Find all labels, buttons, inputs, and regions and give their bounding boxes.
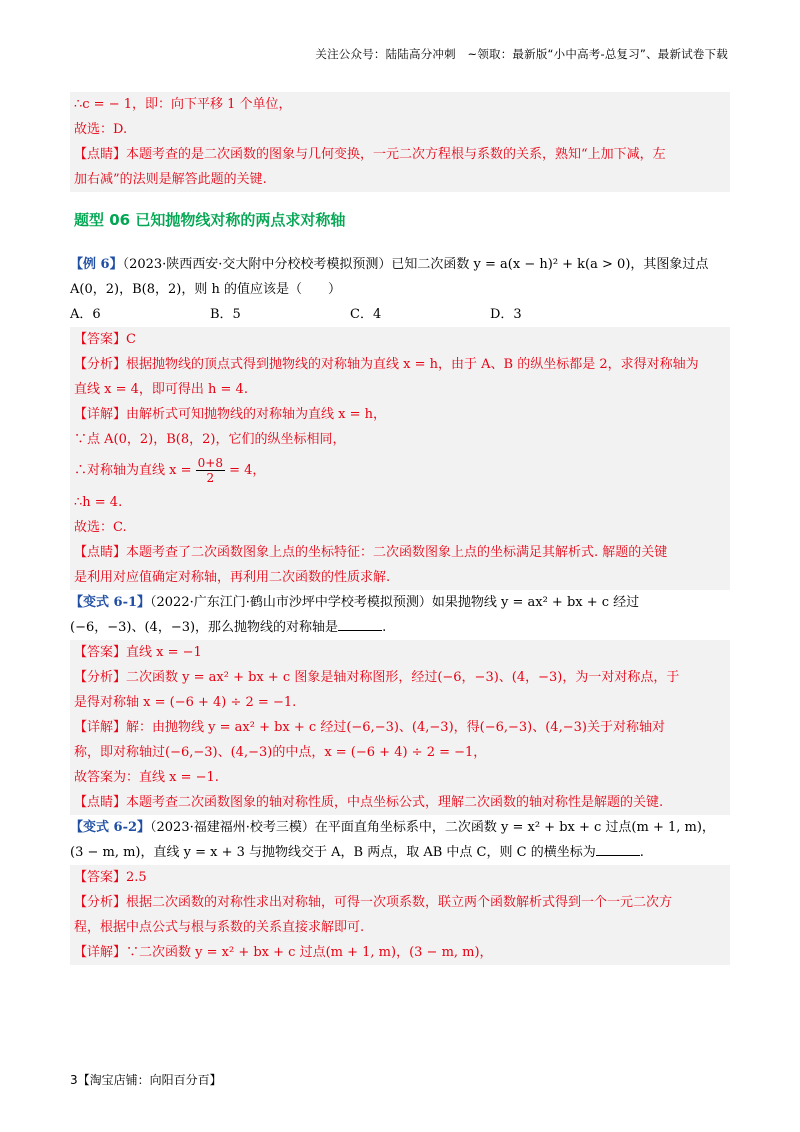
note-text: 本题考查的是二次函数的图象与几何变换，一元二次方程根与系数的关系，熟知“上加下减，左 (126, 147, 666, 162)
v62-analysis-2: 程，根据中点公式与根与系数的关系直接求解即可. (74, 920, 365, 935)
v62-text-1: （2023·福建福州·校考三模）在平面直角坐标系中，二次函数 y = x² + bx + c 过点(m + 1, m)， (150, 820, 715, 835)
v61-question-1 (70, 590, 730, 615)
option-a: A．6 (70, 307, 101, 322)
v62-text-2-end: . (639, 845, 644, 860)
ex6-detail-4: ∴h = 4. (74, 495, 123, 510)
v62-text-2: (3 − m, m)，直线 y = x + 3 与抛物线交于 A，B 两点，取 AB 中点 C，则 C 的横坐标为 (70, 845, 596, 860)
v62-answer (74, 865, 726, 890)
v61-note-1 (74, 790, 726, 815)
detail-text: ∵二次函数 y = x² + bx + c 过点(m + 1, m)，(3 − m, m)， (126, 945, 493, 960)
analysis-text: 根据二次函数的对称性求出对称轴，可得一次项系数，联立两个函数解析式得到一个一元二次方 (126, 895, 673, 910)
ex6-question-1 (70, 252, 730, 277)
ex6-detail-1 (74, 402, 726, 427)
v61-solution-block (70, 640, 730, 815)
option-b: B．5 (210, 307, 241, 322)
note-tag: 【点睛】 (74, 545, 127, 560)
page-content (70, 92, 730, 965)
v61-answer (74, 640, 726, 665)
ex6-question-2: A(0，2)，B(8，2)，则 h 的值应该是（ ） (70, 282, 341, 297)
v61-detail-1 (74, 715, 726, 740)
analysis-text: 二次函数 y = ax² + bx + c 图象是轴对称图形，经过(−6，−3)、(4，−3)，为一对对称点，于 (126, 670, 680, 685)
ex6-detail-2: ∵点 A(0，2)，B(8，2)，它们的纵坐标相同， (74, 432, 346, 447)
section-title: 题型 06 已知抛物线对称的两点求对称轴 (74, 211, 346, 229)
analysis-tag: 【分析】 (74, 357, 127, 372)
ex6-text-1: （2023·陕西西安·交大附中分校校考模拟预测）已知二次函数 y = a(x − h)² + k(a > 0)，其图象过点 (122, 257, 709, 272)
detail-3-suffix: = 4， (229, 463, 266, 478)
ex6-options (70, 302, 730, 327)
ex6-tag: 【例 6】 (70, 257, 123, 272)
answer-text: 直线 x = −1 (126, 645, 202, 660)
prev-line-2: 故选：D. (74, 122, 128, 137)
v62-question-2 (70, 840, 730, 865)
note-text: 本题考查了二次函数图象上点的坐标特征：二次函数图象上点的坐标满足其解析式. 解题的关键 (126, 545, 668, 560)
v62-solution-block (70, 865, 730, 965)
ex6-detail-5: 故选：C. (74, 520, 127, 535)
detail-text: 解：由抛物线 y = ax² + bx + c 经过(−6,−3)、(4,−3)，得(−6,−3)、(4,−3)关于对称轴对 (126, 720, 665, 735)
answer-blank (596, 841, 640, 856)
page-header: 关注公众号：陆陆高分冲刺 ~领取：最新版“小中高考-总复习”、最新试卷下载 (315, 47, 728, 61)
fraction-numerator: 0+8 (197, 456, 223, 470)
option-d: D．3 (490, 307, 522, 322)
analysis-tag: 【分析】 (74, 895, 127, 910)
ex6-solution-block (70, 327, 730, 590)
v62-question-1 (70, 815, 730, 840)
analysis-text: 根据抛物线的顶点式得到抛物线的对称轴为直线 x = h，由于 A、B 的纵坐标都是 2，求得对称轴为 (126, 357, 699, 372)
v61-detail-2: 称，即对称轴过(−6,−3)、(4,−3)的中点，x = (−6 + 4) ÷ 2 = −1， (74, 745, 487, 760)
option-c: C．4 (350, 307, 382, 322)
v61-analysis-2: 是得对称轴 x = (−6 + 4) ÷ 2 = −1. (74, 695, 297, 710)
note-tag: 【点睛】 (74, 147, 127, 162)
detail-tag: 【详解】 (74, 407, 127, 422)
v62-tag: 【变式 6-2】 (70, 820, 151, 835)
analysis-tag: 【分析】 (74, 670, 127, 685)
prev-line-1: ∴c = − 1，即：向下平移 1 个单位， (74, 97, 292, 112)
note-tag: 【点睛】 (74, 795, 127, 810)
detail-tag: 【详解】 (74, 720, 127, 735)
answer-tag: 【答案】 (74, 645, 127, 660)
prev-solution-block (70, 92, 730, 192)
prev-note-2: 加右减”的法则是解答此题的关键. (74, 172, 267, 187)
answer-tag: 【答案】 (74, 870, 127, 885)
v61-text-1: （2022·广东江门·鹤山市沙坪中学校考模拟预测）如果抛物线 y = ax² + bx + c 经过 (150, 595, 640, 610)
detail-tag: 【详解】 (74, 945, 127, 960)
detail-3-prefix: ∴对称轴为直线 x = (74, 463, 192, 478)
v62-analysis-1 (74, 890, 726, 915)
ex6-analysis-1 (74, 352, 726, 377)
v61-text-2-end: . (382, 620, 387, 635)
note-text: 本题考查二次函数图象的轴对称性质，中点坐标公式，理解二次函数的轴对称性是解题的关键. (126, 795, 664, 810)
ex6-note-2: 是利用对应值确定对称轴，再利用二次函数的性质求解. (74, 570, 391, 585)
v61-analysis-1 (74, 665, 726, 690)
answer-blank (338, 616, 382, 631)
ex6-note-1 (74, 540, 726, 565)
answer-tag: 【答案】 (74, 332, 127, 347)
ex6-answer (74, 327, 726, 352)
answer-text: 2.5 (126, 870, 147, 885)
ex6-analysis-2: 直线 x = 4，即可得出 h = 4. (74, 382, 248, 397)
page-footer: 3【淘宝店铺：向阳百分百】 (70, 1073, 222, 1087)
prev-note-1 (74, 142, 726, 167)
ex6-detail-3 (74, 452, 726, 490)
v61-tag: 【变式 6-1】 (70, 595, 151, 610)
fraction (196, 456, 225, 485)
v61-question-2 (70, 615, 730, 640)
fraction-denominator: 2 (206, 471, 215, 485)
answer-text: C (126, 332, 136, 347)
detail-text: 由解析式可知抛物线的对称轴为直线 x = h， (126, 407, 387, 422)
v61-detail-3: 故答案为：直线 x = −1. (74, 770, 219, 785)
v62-detail-1 (74, 940, 726, 965)
v61-text-2: (−6，−3)、(4，−3)，那么抛物线的对称轴是 (70, 620, 339, 635)
